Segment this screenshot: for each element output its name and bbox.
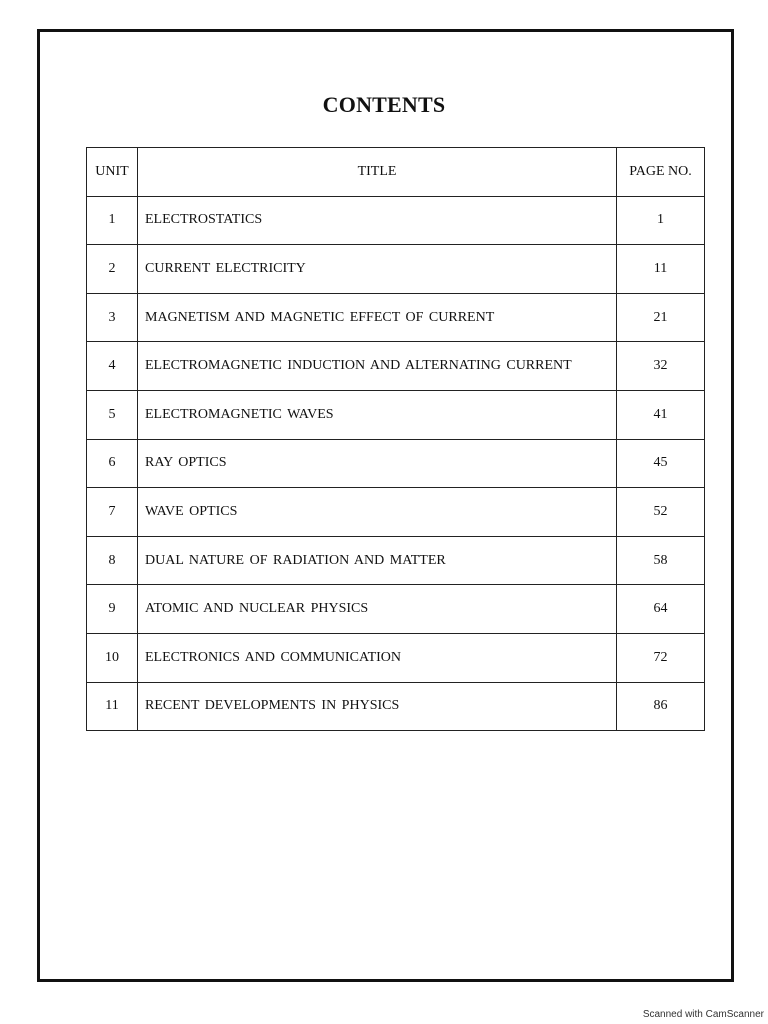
table-row — [87, 488, 705, 537]
unit-title: ELECTRONICS AND COMMUNICATION — [138, 633, 617, 682]
table-row — [87, 633, 705, 682]
table-row — [87, 293, 705, 342]
unit-number: 11 — [87, 682, 138, 731]
unit-title: WAVE OPTICS — [138, 488, 617, 537]
page-number: 1 — [617, 196, 705, 245]
unit-title: ELECTROMAGNETIC WAVES — [138, 390, 617, 439]
table-row — [87, 196, 705, 245]
page-number: 72 — [617, 633, 705, 682]
unit-title: DUAL NATURE OF RADIATION AND MATTER — [138, 536, 617, 585]
page-number: 45 — [617, 439, 705, 488]
unit-title: ELECTROMAGNETIC INDUCTION AND ALTERNATING CURRENT — [138, 342, 617, 391]
page-number: 86 — [617, 682, 705, 731]
unit-title: RAY OPTICS — [138, 439, 617, 488]
unit-number: 10 — [87, 633, 138, 682]
table-row — [87, 342, 705, 391]
page-number: 41 — [617, 390, 705, 439]
contents-table — [86, 147, 705, 731]
table-row — [87, 439, 705, 488]
unit-number: 4 — [87, 342, 138, 391]
page-number: 11 — [617, 245, 705, 294]
unit-number: 8 — [87, 536, 138, 585]
table-row — [87, 536, 705, 585]
unit-title: MAGNETISM AND MAGNETIC EFFECT OF CURRENT — [138, 293, 617, 342]
page-number: 32 — [617, 342, 705, 391]
page-number: 58 — [617, 536, 705, 585]
page-number: 52 — [617, 488, 705, 537]
unit-number: 2 — [87, 245, 138, 294]
table-row — [87, 682, 705, 731]
unit-number: 3 — [87, 293, 138, 342]
scanner-watermark: Scanned with CamScanner — [642, 1009, 764, 1020]
table-header-row — [87, 148, 705, 197]
page-title: CONTENTS — [322, 92, 446, 117]
unit-number: 5 — [87, 390, 138, 439]
unit-title: ELECTROSTATICS — [138, 196, 617, 245]
table-row — [87, 390, 705, 439]
unit-title: RECENT DEVELOPMENTS IN PHYSICS — [138, 682, 617, 731]
unit-number: 9 — [87, 585, 138, 634]
header-title: TITLE — [138, 148, 617, 197]
unit-number: 6 — [87, 439, 138, 488]
contents-table-body — [87, 196, 705, 731]
unit-number: 1 — [87, 196, 138, 245]
table-row — [87, 585, 705, 634]
page-number: 64 — [617, 585, 705, 634]
header-page-no: PAGE NO. — [617, 148, 705, 197]
page-number: 21 — [617, 293, 705, 342]
header-unit: UNIT — [87, 148, 138, 197]
unit-title: CURRENT ELECTRICITY — [138, 245, 617, 294]
unit-title: ATOMIC AND NUCLEAR PHYSICS — [138, 585, 617, 634]
table-row — [87, 245, 705, 294]
unit-number: 7 — [87, 488, 138, 537]
